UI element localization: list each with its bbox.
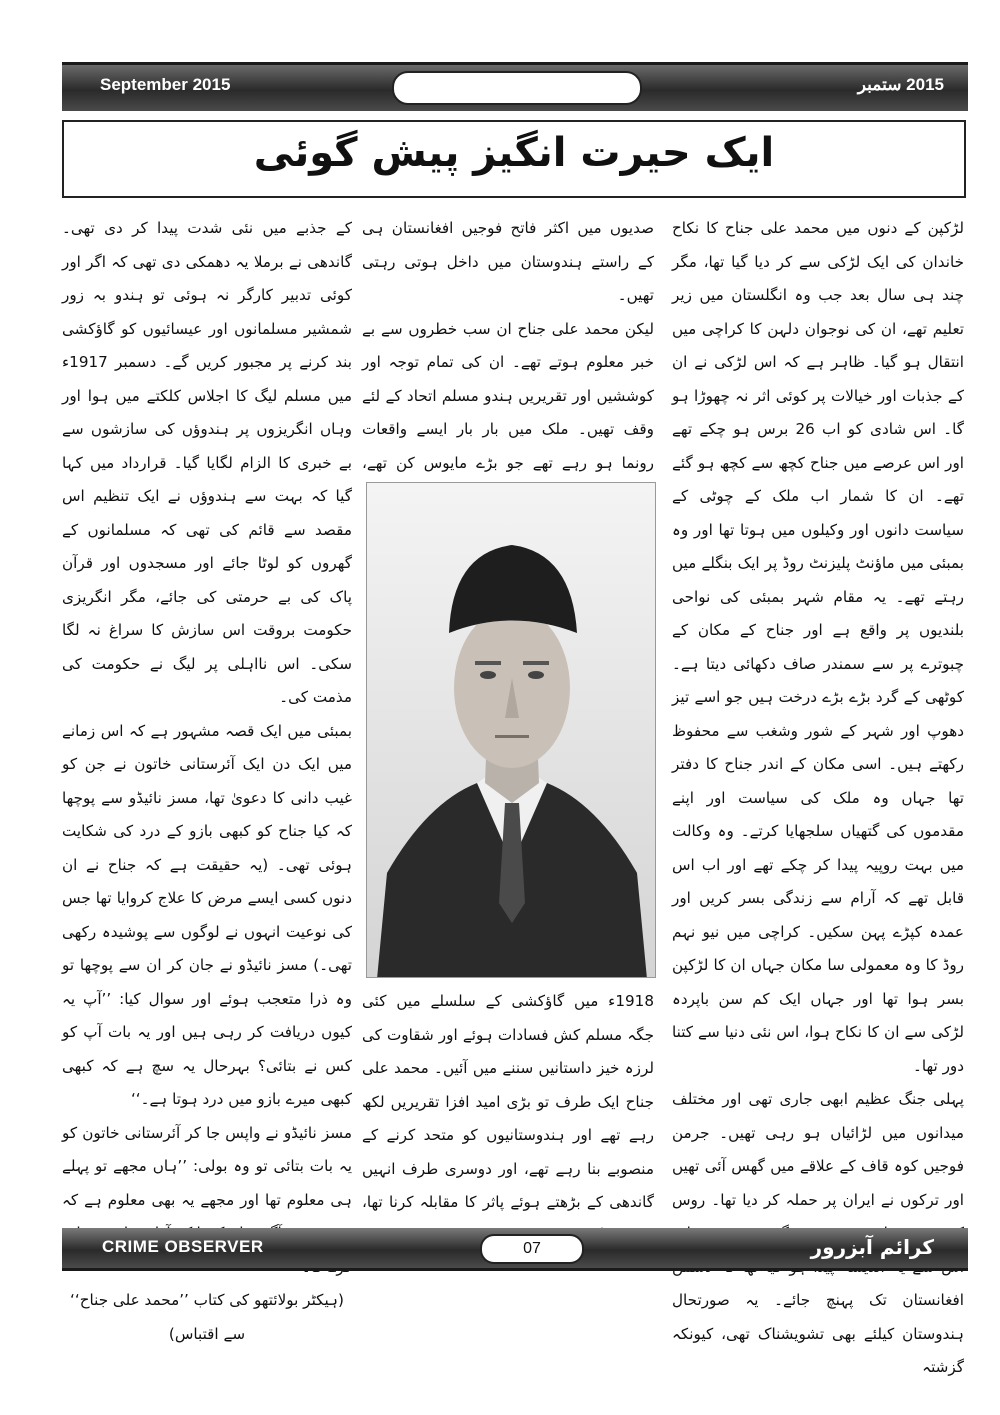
paragraph: بمبئی میں ایک قصہ مشہور ہے کہ اس زمانے میں ایک دن ایک آئرستانی خاتون نے جن کو غیب دانی کا دعویٰ تھا، مسز نائیڈو سے پوچھا کہ کیا جناح کو کبھی بازو کے درد کی شکایت ہوئی تھی۔ (یہ حقیقت ہے کہ جناح نے ان دنوں کسی ایسے مرض کا علاج کروایا تھا جس کی نوعیت انہوں نے لوگوں سے پوشیدہ رکھی تھی۔) مسز نائیڈو نے جان کر ان سے پوچھا تو وہ ذرا متعجب ہوئے اور سوال کیا: ’’آپ یہ کیوں دریافت کر رہی ہیں اور یہ بات آپ کو کس نے بتائی؟ بہرحال یہ سچ ہے کہ کبھی کبھی میرے بازو میں درد ہوتا ہے۔‘‘ bbox=[62, 721, 352, 1108]
paragraph: لڑکپن کے دنوں میں محمد علی جناح کا نکاح خاندان کی ایک لڑکی سے کر دیا گیا تھا، مگر چند ہی سال بعد جب وہ انگلستان میں زیر تعلیم تھے، ان کی نوجوان دلہن کا کراچی میں انتقال ہو گیا۔ ظاہر ہے کہ اس لڑکی نے ان کے جذبات اور خیالات پر کوئی اثر نہ چھوڑا ہو گا۔ اس شادی کو اب 26 برس ہو چکے تھے اور اس عرصے میں جناح کچھ سے کچھ ہو گئے تھے۔ ان کا شمار اب ملک کے چوٹی کے سیاست دانوں اور وکیلوں میں ہوتا تھا اور وہ بمبئی میں ماؤنٹ پلیزنٹ روڈ پر ایک بنگلے میں رہتے تھے۔ یہ مقام شہر بمبئی کی نواحی بلندیوں پر واقع ہے اور جناح کے مکان کے چبوترے پر سے سمندر صاف دکھائی دیتا ہے۔ کوٹھی کے گرد بڑے بڑے درخت ہیں جو اسے تیز دھوپ اور شہر کے شور وشغب سے محفوظ رکھتے ہیں۔ اسی مکان کے اندر جناح کا دفتر تھا جہاں وہ ملک کی سیاست اور اپنے مقدموں کی گتھیاں سلجھایا کرتے۔ وہ وکالت میں بہت روپیہ پیدا کر چکے تھے اور اب اس قابل تھے کہ آرام سے زندگی بسر کریں اور عمدہ کپڑے پہن سکیں۔ کراچی میں نیو نہم روڈ کا وہ معمولی سا مکان جہاں ان کا لڑکپن بسر ہوا تھا اور جہاں ایک کم سن باپردہ لڑکی سے ان کا نکاح ہوا، اس نئی دنیا سے کتنا دور تھا۔ bbox=[672, 219, 964, 1075]
portrait-illustration bbox=[367, 483, 656, 978]
article-title: ایک حیرت انگیز پیش گوئی bbox=[253, 130, 775, 176]
column-middle-top bbox=[362, 212, 654, 514]
source-citation: (ہیکٹر بولائتھو کی کتاب ’’محمد علی جناح‘‘ سے اقتباس) bbox=[70, 1291, 344, 1343]
paragraph: کے جذبے میں نئی شدت پیدا کر دی تھی۔ گاندھی نے برملا یہ دھمکی دی تھی کہ اگر اور کوئی تدبیر کارگر نہ ہوئی تو ہندو بہ زور شمشیر مسلمانوں اور عیسائیوں کو گاؤکشی بند کرنے پر مجبور کریں گے۔ دسمبر 1917ء میں مسلم لیگ کا اجلاس کلکتے میں ہوا اور وہاں انگریزوں پر ہندوؤں کی سازشوں سے بے خبری کا الزام لگایا گیا۔ قرارداد میں کہا گیا کہ بہت سے ہندوؤں نے ایک تنظیم اس مقصد سے قائم کی تھی کہ مسلمانوں کے گھروں کو لوٹا جائے اور مسجدوں اور قرآن پاک کی بے حرمتی کی جائے، مگر انگریزی حکومت بروقت اس سازش کا سراغ نہ لگا سکی۔ اس نااہلی پر لیگ نے حکومت کی مذمت کی۔ bbox=[62, 219, 352, 706]
paragraph: صدیوں میں اکثر فاتح فوجیں افغانستان ہی کے راستے ہندوستان میں داخل ہوتی رہتی تھیں۔ bbox=[362, 219, 654, 304]
paragraph: پہلی جنگ عظیم ابھی جاری تھی اور مختلف میدانوں میں لڑائیاں ہو رہی تھیں۔ جرمن فوجیں کوہ قاف کے علاقے میں گھس آئی تھیں اور ترکوں نے ایران پر حملہ کر دیا تھا۔ روس افغانستان تک پہنچ جائے۔ یہ صورتحال ہندوستان کیلئے بھی تشویشناک تھی، کیونکہ گزشتہ bbox=[672, 1090, 964, 1376]
article-title-box bbox=[62, 120, 966, 198]
column-middle-bottom bbox=[362, 985, 654, 1253]
column-left bbox=[62, 212, 352, 1351]
header-date-urdu: 2015 ستمبر bbox=[857, 75, 944, 94]
header-date-english: September 2015 bbox=[100, 75, 231, 94]
crime-observer-urdu-logo: کرائم آبزرور bbox=[810, 1235, 934, 1259]
header-pill bbox=[392, 71, 642, 105]
footer-bar bbox=[62, 1228, 968, 1271]
crime-observer-logo: CRIME OBSERVER bbox=[102, 1237, 264, 1256]
portrait-photo bbox=[366, 482, 656, 978]
header-bar bbox=[62, 62, 968, 111]
page-number: 07 bbox=[480, 1234, 584, 1264]
paragraph: مسز نائیڈو نے واپس جا کر آئرستانی خاتون کو یہ بات بتائی تو وہ بولی: ’’ہاں مجھے تو پہلے ہی معلوم تھا اور مجھے یہ بھی معلوم ہے کہ bbox=[62, 1123, 352, 1209]
column-right bbox=[672, 212, 964, 1385]
paragraph: لیکن محمد علی جناح ان سب خطروں سے بے خبر معلوم ہوتے تھے۔ ان کی تمام توجہ اور کوششیں اور تقریریں ہندو مسلم اتحاد کے لئے وقف تھیں۔ ملک میں بار بار ایسے واقعات رونما ہو رہے تھے جو بڑے مایوس کن تھے، bbox=[362, 319, 654, 472]
paragraph: 1918ء میں گاؤکشی کے سلسلے میں کئی جگہ مسلم کش فسادات ہوئے اور شقاوت کی لرزہ خیز داستانیں سننے میں آئیں۔ محمد علی جناح ایک طرف تو بڑی امید افزا تقریریں لکھ رہے تھے اور ہندوستانیوں کو متحد کرنے کے منصوبے بنا رہے تھے، اور دوسری طرف انہیں گاندھی کے بڑھتے ہوئے پاثر کا مقابلہ کرنا تھا، bbox=[362, 992, 654, 1211]
